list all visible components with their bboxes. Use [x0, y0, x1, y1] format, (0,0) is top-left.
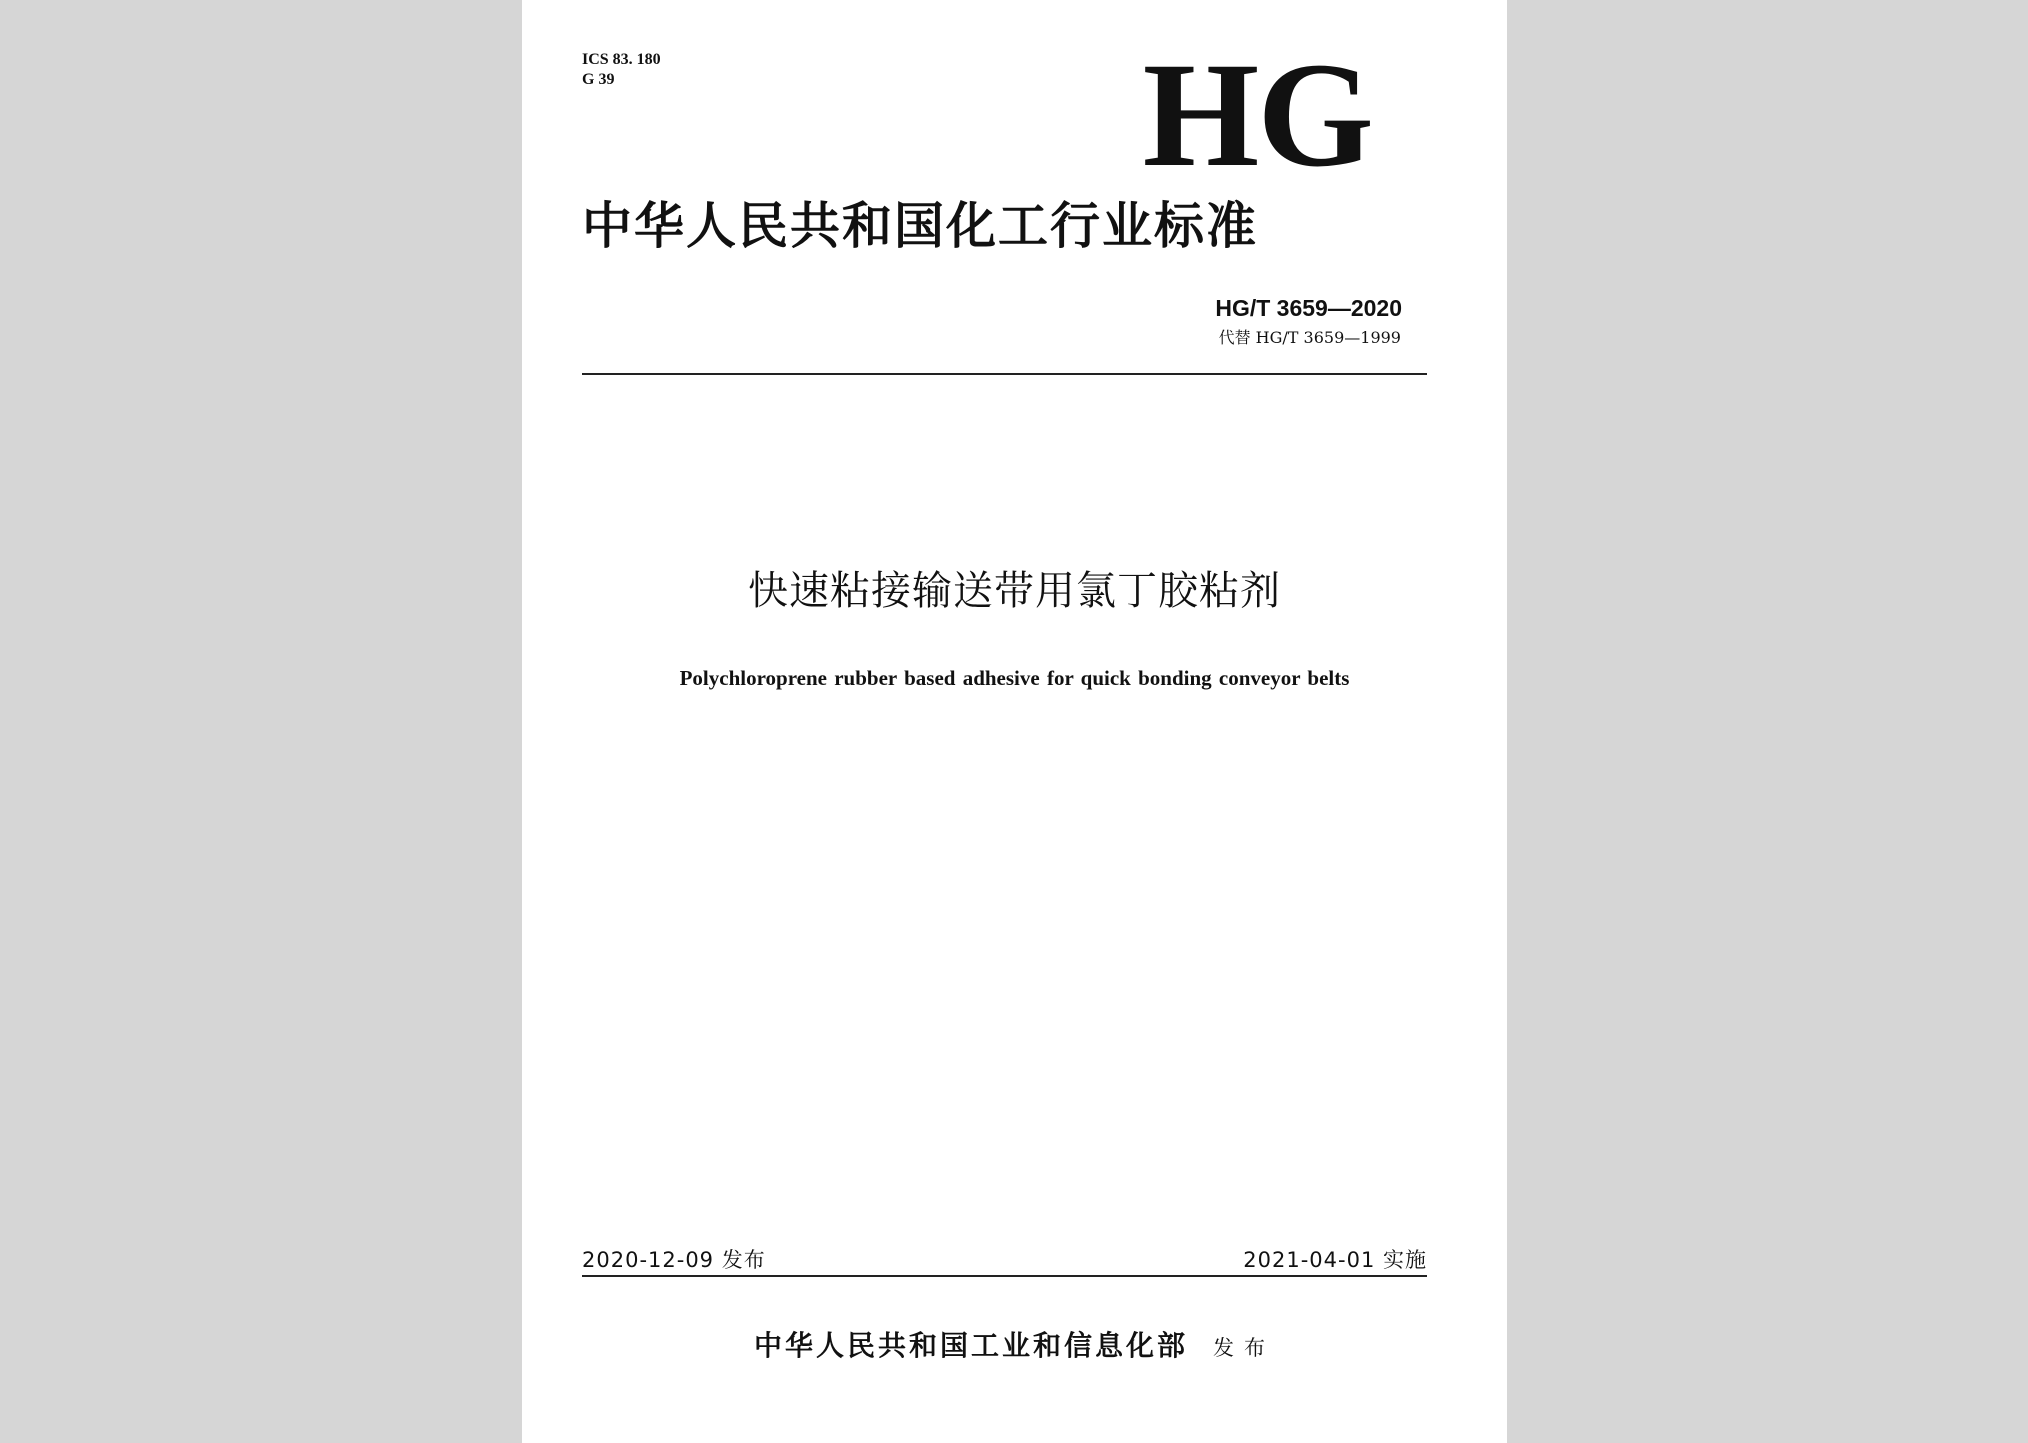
document-title-english: Polychloroprene rubber based adhesive for quick bonding conveyor belts [679, 666, 1350, 690]
standard-number: HG/T 3659—2020 [1215, 295, 1402, 321]
header-divider [582, 373, 1427, 375]
footer-divider [582, 1275, 1427, 1277]
effective-date: 2021-04-01 实施 [1243, 1248, 1427, 1272]
ics-code: ICS 83. 180 [582, 51, 661, 68]
hg-logo: HG [1142, 32, 1372, 198]
issue-date: 2020-12-09 发布 [582, 1248, 766, 1272]
document-title-chinese: 快速粘接输送带用氯丁胶粘剂 [748, 568, 1281, 614]
standard-category-title: 中华人民共和国化工行业标准 [582, 197, 1258, 255]
issuer-action: 发布 [1213, 1336, 1276, 1360]
document-page [522, 0, 1507, 1443]
replaces-standard: 代替 HG/T 3659—1999 [1218, 328, 1401, 347]
issuer-name: 中华人民共和国工业和信息化部 [753, 1329, 1188, 1362]
classification-codes [582, 50, 661, 90]
ccs-code: G 39 [582, 71, 615, 88]
issuer-line [522, 1326, 1507, 1368]
